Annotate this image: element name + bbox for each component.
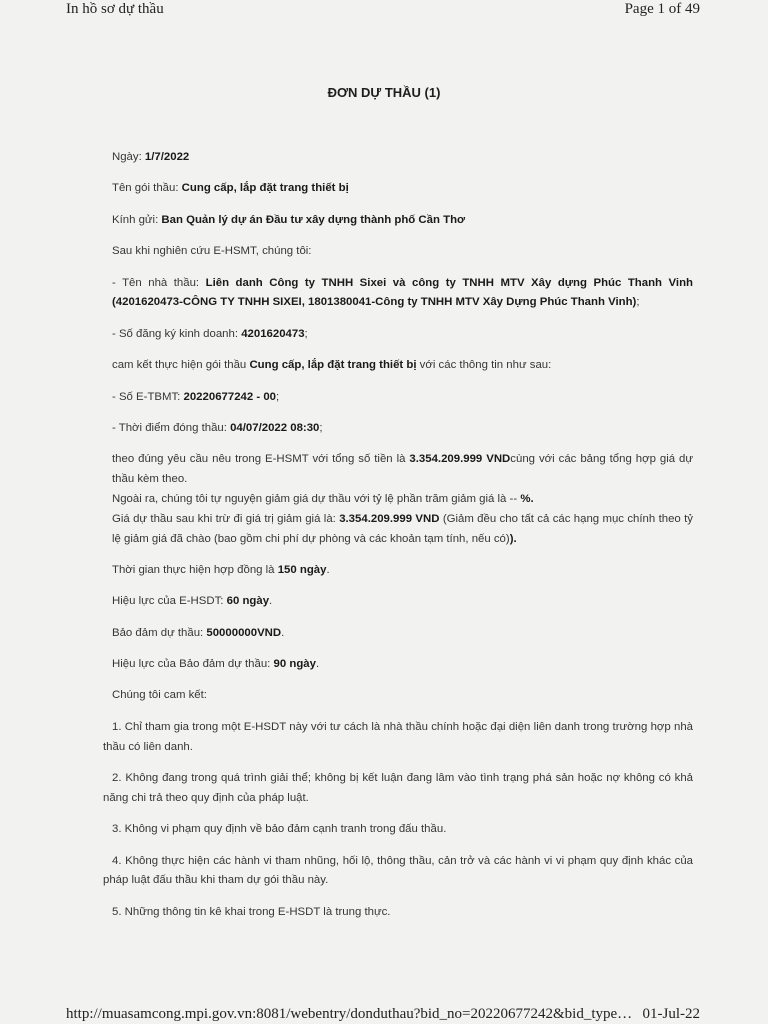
total-price-amount: 3.354.209.999 VND [409,453,511,466]
discounted-price-tail: ). [509,532,517,545]
print-footer [66,1005,700,1023]
commitment-item: 5. Những thông tin kê khai trong E-HSDT là trung thực. [112,905,391,918]
bid-validity-value: 60 ngày [226,595,270,608]
bid-security-validity-line [103,655,693,675]
bid-validity-suffix: . [269,595,273,608]
package-name-value: Cung cấp, lắp đặt trang thiết bị [181,182,349,195]
bid-validity-label: Hiệu lực của E-HSDT: [112,595,227,608]
bid-validity-line [103,592,693,612]
date-label: Ngày: [112,151,145,163]
commitment-intro-line [103,356,693,376]
price-section [103,450,693,549]
package-name-label: Tên gói thầu: [112,182,182,195]
closing-time-suffix: ; [319,421,323,434]
commitment-item: 4. Không thực hiện các hành vi tham nhũng, hối lộ, thông thầu, cản trở và các hành vi vi phạm quy định khác của pháp luật đấu thầu khi tham dự gói thầu này. [103,854,693,887]
business-registration-label: - Số đăng ký kinh doanh: [112,327,242,340]
business-registration-line [103,325,693,345]
total-price-line [112,450,693,490]
print-date: 01-Jul-22 [642,1006,700,1022]
bid-security-line [103,624,693,644]
commitments-heading: Chúng tôi cam kết: [112,689,207,702]
letter-body [103,148,693,934]
recipient-label: Kính gửi: [112,213,162,226]
contract-duration-suffix: . [326,563,330,576]
bid-security-validity-label: Hiệu lực của Bảo đảm dự thầu: [112,658,274,671]
source-url: http://muasamcong.mpi.gov.vn:8081/webentry/donduthau?bid_no=20220677242&bid_type… [66,1006,633,1022]
discounted-price-after: (Giảm đều cho tất cả các hạng mục chính theo tỷ lệ giảm giá đã chào (bao gồm chi phí dự phòng và các khoản tạm tính, nếu có) [112,512,693,545]
closing-time-label: - Thời điểm đóng thầu: [112,421,231,434]
contract-duration-line [103,561,693,581]
discounted-price-line [112,510,693,550]
commitment-item: 1. Chỉ tham gia trong một E-HSDT này với tư cách là nhà thầu chính hoặc đại diện liên danh trong trường hợp nhà thầu có liên danh. [103,720,693,753]
commitment-intro-before: cam kết thực hiện gói thầu [112,359,250,372]
date-value: 1/7/2022 [144,151,190,163]
date-line [103,148,693,168]
intro-line: Sau khi nghiên cứu E-HSMT, chúng tôi: [112,245,312,258]
discount-before: Ngoài ra, chúng tôi tự nguyện giảm giá dự thầu với tỷ lệ phần trăm giảm giá là -- [112,492,521,505]
contract-duration-label: Thời gian thực hiện hợp đồng là [112,563,278,576]
print-header-label: In hồ sơ dự thầu [66,1,164,17]
commitment-item: 3. Không vi phạm quy định về bảo đảm cạnh tranh trong đấu thầu. [112,823,447,836]
bid-security-label: Bảo đảm dự thầu: [112,626,207,639]
commitment-item: 2. Không đang trong quá trình giải thể; không bị kết luận đang lâm vào tình trạng phá sản hoặc nợ không có khả năng chi trả theo quy định của pháp luật. [103,772,693,804]
etbmt-number-label: - Số E-TBMT: [112,390,184,403]
etbmt-number-value: 20220677242 - 00 [183,390,276,403]
discounted-price-amount: 3.354.209.999 VND [339,512,440,525]
discount-line [112,490,693,510]
print-header [66,0,700,18]
bid-security-validity-suffix: . [315,658,320,671]
bidder-name-value: Liên danh Công ty TNHH Sixei và công ty TNHH MTV Xây dựng Phúc Thanh Vinh (4201620473-CÔNG TY TNHH SIXEI, 1801380041-Công ty TNHH MTV Xây Dựng Phúc Thanh Vinh) [112,276,693,309]
recipient-value: Ban Quản lý dự án Đầu tư xây dựng thành phố Cần Thơ [161,213,466,226]
business-registration-suffix: ; [304,327,308,340]
discounted-price-before: Giá dự thầu sau khi trừ đi giá trị giảm giá là: [112,512,340,525]
contract-duration-value: 150 ngày [277,563,327,576]
bidder-name-suffix: ; [636,296,640,309]
bid-security-value: 50000000VND [206,626,282,639]
bid-security-validity-value: 90 ngày [273,658,316,671]
etbmt-number-line [103,388,693,408]
page-indicator: Page 1 of 49 [624,1,700,17]
bidder-name-line [103,274,693,314]
document-title: ĐƠN DỰ THẦU (1) [327,85,441,100]
commitment-intro-after: với các thông tin như sau: [416,359,552,372]
discount-percent: %. [520,492,534,505]
total-price-after: cùng với các bảng tổng hợp giá dự thầu kèm theo. [112,453,694,486]
bid-security-suffix: . [281,626,285,639]
business-registration-value: 4201620473 [241,327,305,340]
bidder-name-label: - Tên nhà thầu: [112,276,206,289]
total-price-before: theo đúng yêu cầu nêu trong E-HSMT với tổng số tiền là [112,453,410,466]
recipient-line [103,211,693,231]
closing-time-line [103,419,693,439]
etbmt-number-suffix: ; [276,390,280,403]
package-name-line [103,179,693,199]
commitment-intro-package: Cung cấp, lắp đặt trang thiết bị [249,359,417,372]
closing-time-value: 04/07/2022 08:30 [230,421,320,434]
